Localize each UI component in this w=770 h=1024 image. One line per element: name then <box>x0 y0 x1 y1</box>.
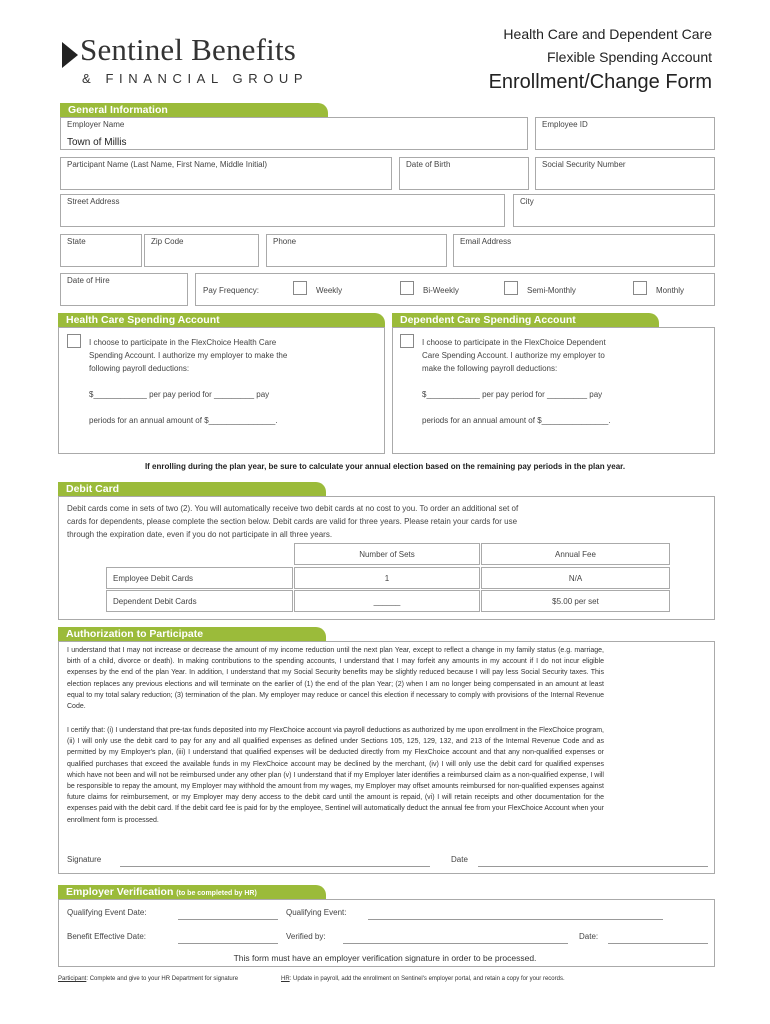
employer-date-line[interactable] <box>608 943 708 944</box>
health-care-text-1: I choose to participate in the FlexChoice Health Care <box>89 338 277 347</box>
health-care-text-2: Spending Account. I authorize my employer to make the <box>89 351 288 360</box>
page-title: Enrollment/Change Form <box>488 71 712 93</box>
biweekly-label: Bi-Weekly <box>423 286 459 295</box>
debit-text-3: through the expiration date, even if you do not participate in all three years. <box>67 530 333 539</box>
biweekly-checkbox[interactable] <box>400 281 414 295</box>
auth-date-line[interactable] <box>478 866 708 867</box>
dependent-care-deduction-line[interactable]: $____________ per pay period for _________ pay <box>422 390 603 399</box>
qualifying-date-label: Qualifying Event Date: <box>67 908 147 917</box>
employer-notice: This form must have an employer verification signature in order to be processed. <box>233 953 537 963</box>
employer-name-label: Employer Name <box>67 120 125 129</box>
verified-by-line[interactable] <box>343 943 568 944</box>
dependent-care-text-2: Care Spending Account. I authorize my employer to <box>422 351 605 360</box>
section-dependent-care: Dependent Care Spending Account <box>392 313 659 328</box>
dependent-care-checkbox[interactable] <box>400 334 414 348</box>
pay-frequency-label: Pay Frequency: <box>203 286 260 295</box>
health-care-annual-line[interactable]: periods for an annual amount of $_______________. <box>89 416 278 425</box>
employee-cards-fee: N/A <box>481 567 670 589</box>
monthly-label: Monthly <box>656 286 685 295</box>
participant-name-label: Participant Name (Last Name, First Name, Middle Initial) <box>67 160 268 169</box>
plan-year-note: If enrolling during the plan year, be sure to calculate your annual election based on the remaining pay periods in the plan year. <box>144 462 626 471</box>
employer-name-value: Town of Millis <box>67 137 127 148</box>
health-care-checkbox[interactable] <box>67 334 81 348</box>
employer-note: (to be completed by HR) <box>176 890 257 897</box>
dependent-care-annual-line[interactable]: periods for an annual amount of $_______________. <box>422 416 611 425</box>
employee-id-label: Employee ID <box>542 120 588 129</box>
state-label: State <box>67 237 86 246</box>
employer-date-label: Date: <box>579 932 599 941</box>
authorization-paragraph-2: I certify that: (i) I understand that pre-tax funds deposited into my FlexChoice account via payroll deductions as authorized by me upon enrollment in the FlexChoice program, (ii) I will only use the debit card to pay for any and all qualified expenses as defined under Sections 105, 125, 129, 132, and 213 of the Internal Revenue Code and as permitted by my Employer's plan, (iii) I understand that qualified expenses will be deducted directly from my FlexChoice account and that any non-qualified expenses or qualified purchases that exceed the available funds in my FlexChoice account may be declined by the merchant, (iv) I will only use the debit card for qualified expenses which have not been and will not be reimbursed under any other plan (v) I understand that if my Employer later identifies a reimbursed claim as a non-qualified expense, I will be responsible to repay the amount, my Employer may withhold the amount from my wages, my Employer may offset amounts reimbursed for non-qualified expenses against future claims for reimbursement, or my Employer may deny access to the debit card until the amount is repaid, (vi) I will retain receipts and other documentation for the expenses paid with the debit card. If the debit card fee is paid for by the employee, Sentinel will automatically deduct the annual fee from your FlexChoice Account when your enrollment form is processed. <box>67 727 604 824</box>
weekly-label: Weekly <box>316 286 343 295</box>
ssn-label: Social Security Number <box>542 160 626 169</box>
section-health-care: Health Care Spending Account <box>58 313 385 328</box>
benefit-date-label: Benefit Effective Date: <box>67 932 147 941</box>
section-general-info: General Information <box>60 103 328 118</box>
city-label: City <box>520 197 534 206</box>
table-row-label: Employee Debit Cards <box>106 567 293 589</box>
col-header-sets: Number of Sets <box>294 543 480 565</box>
title-line-2: Flexible Spending Account <box>547 49 712 65</box>
semimonthly-label: Semi-Monthly <box>527 286 576 295</box>
benefit-date-line[interactable] <box>178 943 278 944</box>
city-field[interactable] <box>513 194 715 227</box>
street-address-field[interactable] <box>60 194 505 227</box>
signature-label: Signature <box>67 855 102 864</box>
logo-main: Sentinel Benefits <box>80 32 297 67</box>
dependent-cards-sets[interactable]: ______ <box>294 590 480 612</box>
email-label: Email Address <box>460 237 512 246</box>
dependent-care-text-1: I choose to participate in the FlexChoice Dependent <box>422 338 606 347</box>
zip-label: Zip Code <box>151 237 184 246</box>
employee-cards-sets[interactable]: 1 <box>294 567 480 589</box>
employer-name-field[interactable] <box>60 117 528 150</box>
semimonthly-checkbox[interactable] <box>504 281 518 295</box>
dependent-cards-fee: $5.00 per set <box>481 590 670 612</box>
health-care-deduction-line[interactable]: $____________ per pay period for _________ pay <box>89 390 270 399</box>
verified-by-label: Verified by: <box>286 932 326 941</box>
footer-participant: Participant: Complete and give to your HR Department for signature <box>58 976 239 982</box>
dob-label: Date of Birth <box>406 160 451 169</box>
col-header-fee: Annual Fee <box>481 543 670 565</box>
footer-hr: HR: Update in payroll, add the enrollment on Sentinel's employer portal, and retain a copy for your records. <box>281 976 565 982</box>
signature-line[interactable] <box>120 866 430 867</box>
weekly-checkbox[interactable] <box>293 281 307 295</box>
hire-date-label: Date of Hire <box>67 276 110 285</box>
dependent-care-text-3: make the following payroll deductions: <box>422 364 558 373</box>
section-debit-card: Debit Card <box>58 482 326 497</box>
qualifying-event-label: Qualifying Event: <box>286 908 347 917</box>
street-address-label: Street Address <box>67 197 120 206</box>
authorization-paragraph-1: I understand that I may not increase or decrease the amount of my income reduction until the next plan Year, except to reflect a change in my family status (e.g. marriage, birth of a child, divorce or death). In making contributions to the spending accounts, I understand that I may forfeit any amounts in my account if I do not incur eligible expenses by the end of the plan Year. In addition, I understand that my Social Security benefits may be slightly reduced because I will pay less Social Security taxes. This election replaces any previous elections and will terminate on the earlier of (1) the end of the plan Year; (2) when I am no longer being compensated in an amount at least equal to my total salary reduction; (3) termination of the plan. My employer may reduce or cancel this election if necessary to comply with provisions of the Internal Revenue Code. <box>67 647 604 711</box>
health-care-text-3: following payroll deductions: <box>89 364 190 373</box>
table-row-label: Dependent Debit Cards <box>106 590 293 612</box>
debit-text-1: Debit cards come in sets of two (2). You will automatically receive two debit cards at no cost to you. To order an additional set of <box>67 504 519 513</box>
logo-triangle-icon <box>62 42 78 68</box>
section-authorization: Authorization to Participate <box>58 627 326 642</box>
qualifying-event-line[interactable] <box>368 919 663 920</box>
debit-text-2: cards for dependents, please complete the section below. Debit cards are valid for three years. Please retain your cards for use <box>67 517 518 526</box>
phone-label: Phone <box>273 237 297 246</box>
title-line-1: Health Care and Dependent Care <box>503 26 712 42</box>
section-employer-verification: Employer Verification (to be completed by HR) <box>58 885 326 900</box>
qualifying-date-line[interactable] <box>178 919 278 920</box>
monthly-checkbox[interactable] <box>633 281 647 295</box>
auth-date-label: Date <box>451 855 468 864</box>
logo-sub: & FINANCIAL GROUP <box>82 71 309 86</box>
